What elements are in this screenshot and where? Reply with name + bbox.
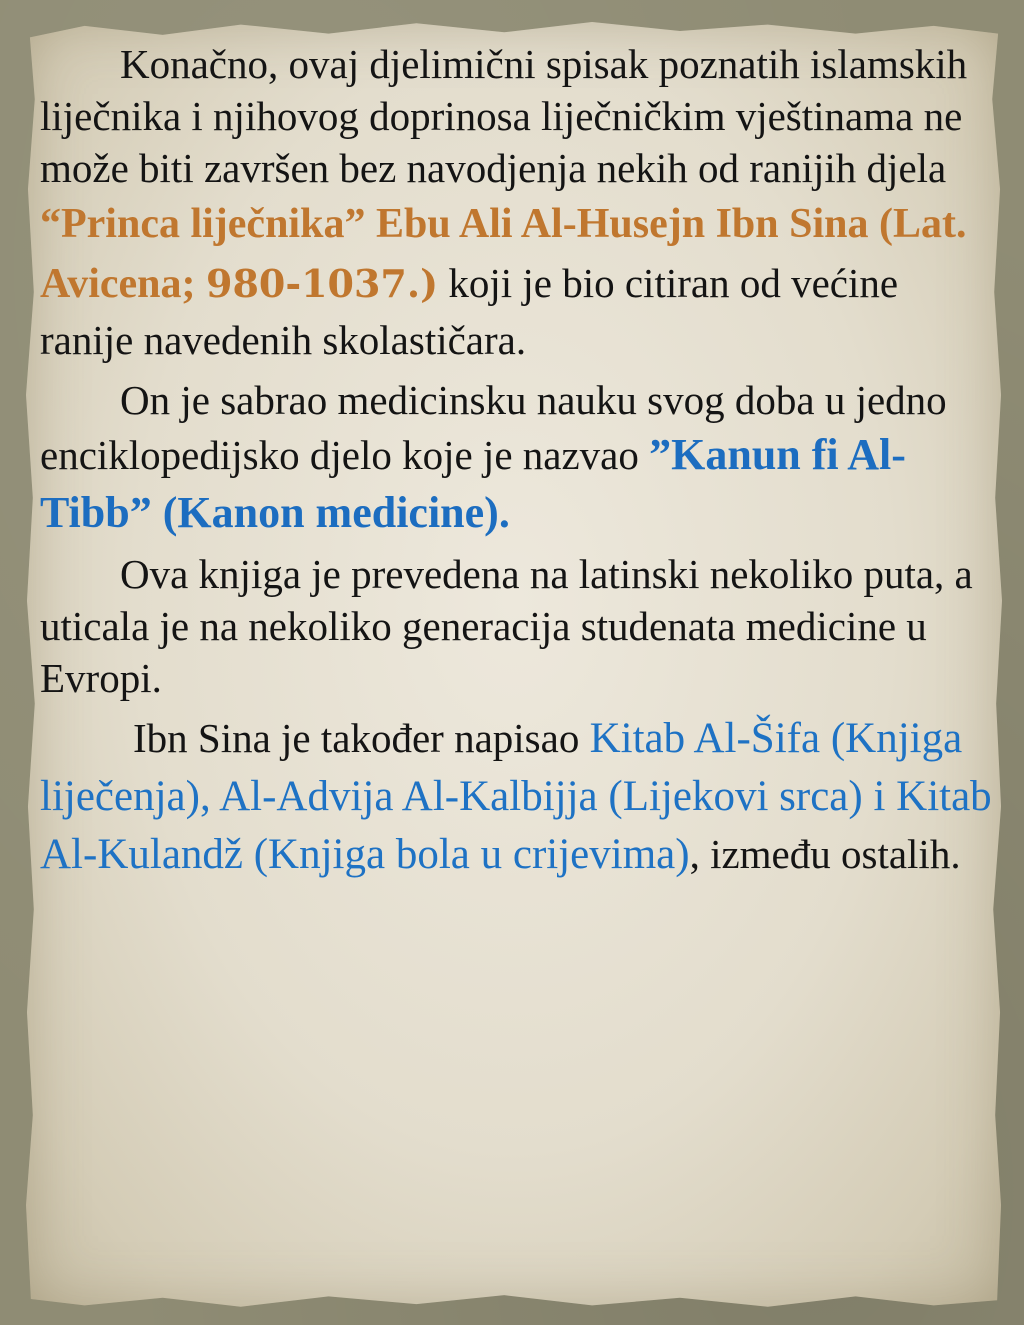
highlight-years: 980-1037.): [206, 261, 439, 306]
paragraph-text: On je sabrao medicinsku nauku svog doba u jedno enciklopedijsko djelo koje je nazvao: [40, 377, 947, 478]
highlight-canon-title: ”Kanun fi Al-Tibb” (Kanon medicine).: [40, 430, 906, 537]
paragraph-text: koji je bio citiran od većine ranije navedenih skolastičara.: [40, 260, 899, 363]
paragraph-avicenna-intro: [40, 38, 1000, 366]
highlight-other-works: Kitab Al-Šifa (Knjiga liječenja), Al-Advija Al-Kalbijja (Lijekovi srca) i Kitab Al-Kulandž (Knjiga bola u crijevima): [40, 715, 992, 878]
paragraph-text: Ova knjiga je prevedena na latinski nekoliko puta, a uticala je na nekoliko generacija studenata medicine u Evropi.: [40, 551, 973, 701]
paragraph-text: Ibn Sina je također napisao: [133, 715, 590, 761]
document-body: [40, 38, 1000, 884]
paragraph-other-works: [40, 710, 1000, 884]
highlight-prince-of-physicians: “Princa liječnika” Ebu Ali Al-Husejn Ibn Sina (Lat. Avicena;: [40, 201, 967, 307]
paragraph-text: Konačno, ovaj djelimični spisak poznatih islamskih liječnika i njihovog doprinosa liječničkim vještinama ne može biti završen bez navodjenja nekih od ranijih djela: [40, 41, 968, 191]
paragraph-canon-of-medicine: [40, 374, 1000, 542]
paragraph-text: , između ostalih.: [689, 831, 961, 877]
paragraph-latin-translation: [40, 548, 1000, 704]
